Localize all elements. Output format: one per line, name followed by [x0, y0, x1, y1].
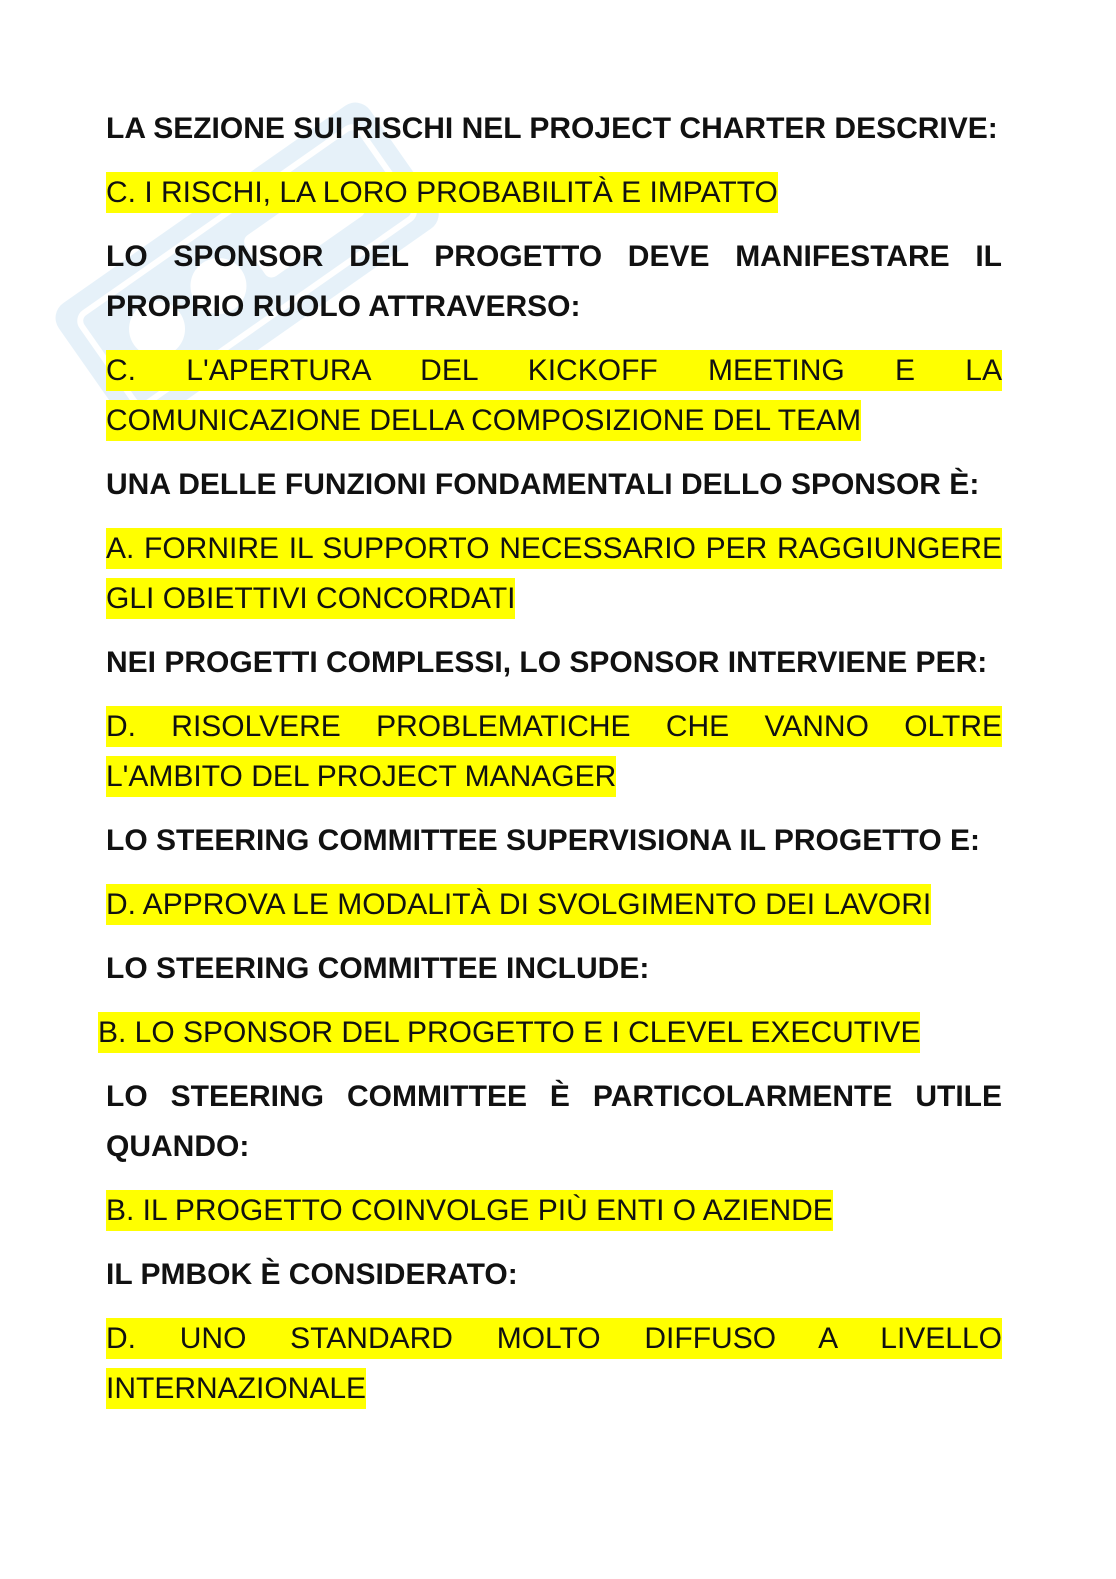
answer-1-highlight: C. I RISCHI, LA LORO PROBABILITÀ E IMPATTO	[106, 172, 778, 213]
answer-1	[106, 168, 1002, 218]
answer-4	[106, 702, 1002, 802]
answer-3-highlight: A. FORNIRE IL SUPPORTO NECESSARIO PER RAGGIUNGERE GLI OBIETTIVI CONCORDATI	[106, 528, 1002, 619]
question-1: LA SEZIONE SUI RISCHI NEL PROJECT CHARTER DESCRIVE:	[106, 112, 998, 145]
question-2: LO SPONSOR DEL PROGETTO DEVE MANIFESTARE IL PROPRIO RUOLO ATTRAVERSO:	[106, 240, 1002, 323]
answer-7-highlight: B. IL PROGETTO COINVOLGE PIÙ ENTI O AZIENDE	[106, 1190, 833, 1231]
answer-6-highlight: B. LO SPONSOR DEL PROGETTO E I CLEVEL EXECUTIVE	[98, 1012, 920, 1053]
question-7: LO STEERING COMMITTEE È PARTICOLARMENTE UTILE QUANDO:	[106, 1080, 1002, 1163]
answer-2-highlight: C. L'APERTURA DEL KICKOFF MEETING E LA COMUNICAZIONE DELLA COMPOSIZIONE DEL TEAM	[106, 350, 1002, 441]
question-5: LO STEERING COMMITTEE SUPERVISIONA IL PROGETTO E:	[106, 824, 980, 857]
answer-6	[98, 1008, 1002, 1058]
answer-5-highlight: D. APPROVA LE MODALITÀ DI SVOLGIMENTO DEI LAVORI	[106, 884, 931, 925]
answer-4-highlight: D. RISOLVERE PROBLEMATICHE CHE VANNO OLTRE L'AMBITO DEL PROJECT MANAGER	[106, 706, 1002, 797]
question-3: UNA DELLE FUNZIONI FONDAMENTALI DELLO SPONSOR È:	[106, 468, 980, 501]
answer-8-highlight: D. UNO STANDARD MOLTO DIFFUSO A LIVELLO INTERNAZIONALE	[106, 1318, 1002, 1409]
answer-5	[106, 880, 1002, 930]
document-page	[98, 104, 1002, 1428]
answer-7	[106, 1186, 1002, 1236]
question-6: LO STEERING COMMITTEE INCLUDE:	[106, 952, 650, 985]
answer-3	[106, 524, 1002, 624]
answer-8	[106, 1314, 1002, 1414]
question-8: IL PMBOK È CONSIDERATO:	[106, 1258, 518, 1291]
answer-2	[106, 346, 1002, 446]
question-4: NEI PROGETTI COMPLESSI, LO SPONSOR INTERVIENE PER:	[106, 646, 988, 679]
